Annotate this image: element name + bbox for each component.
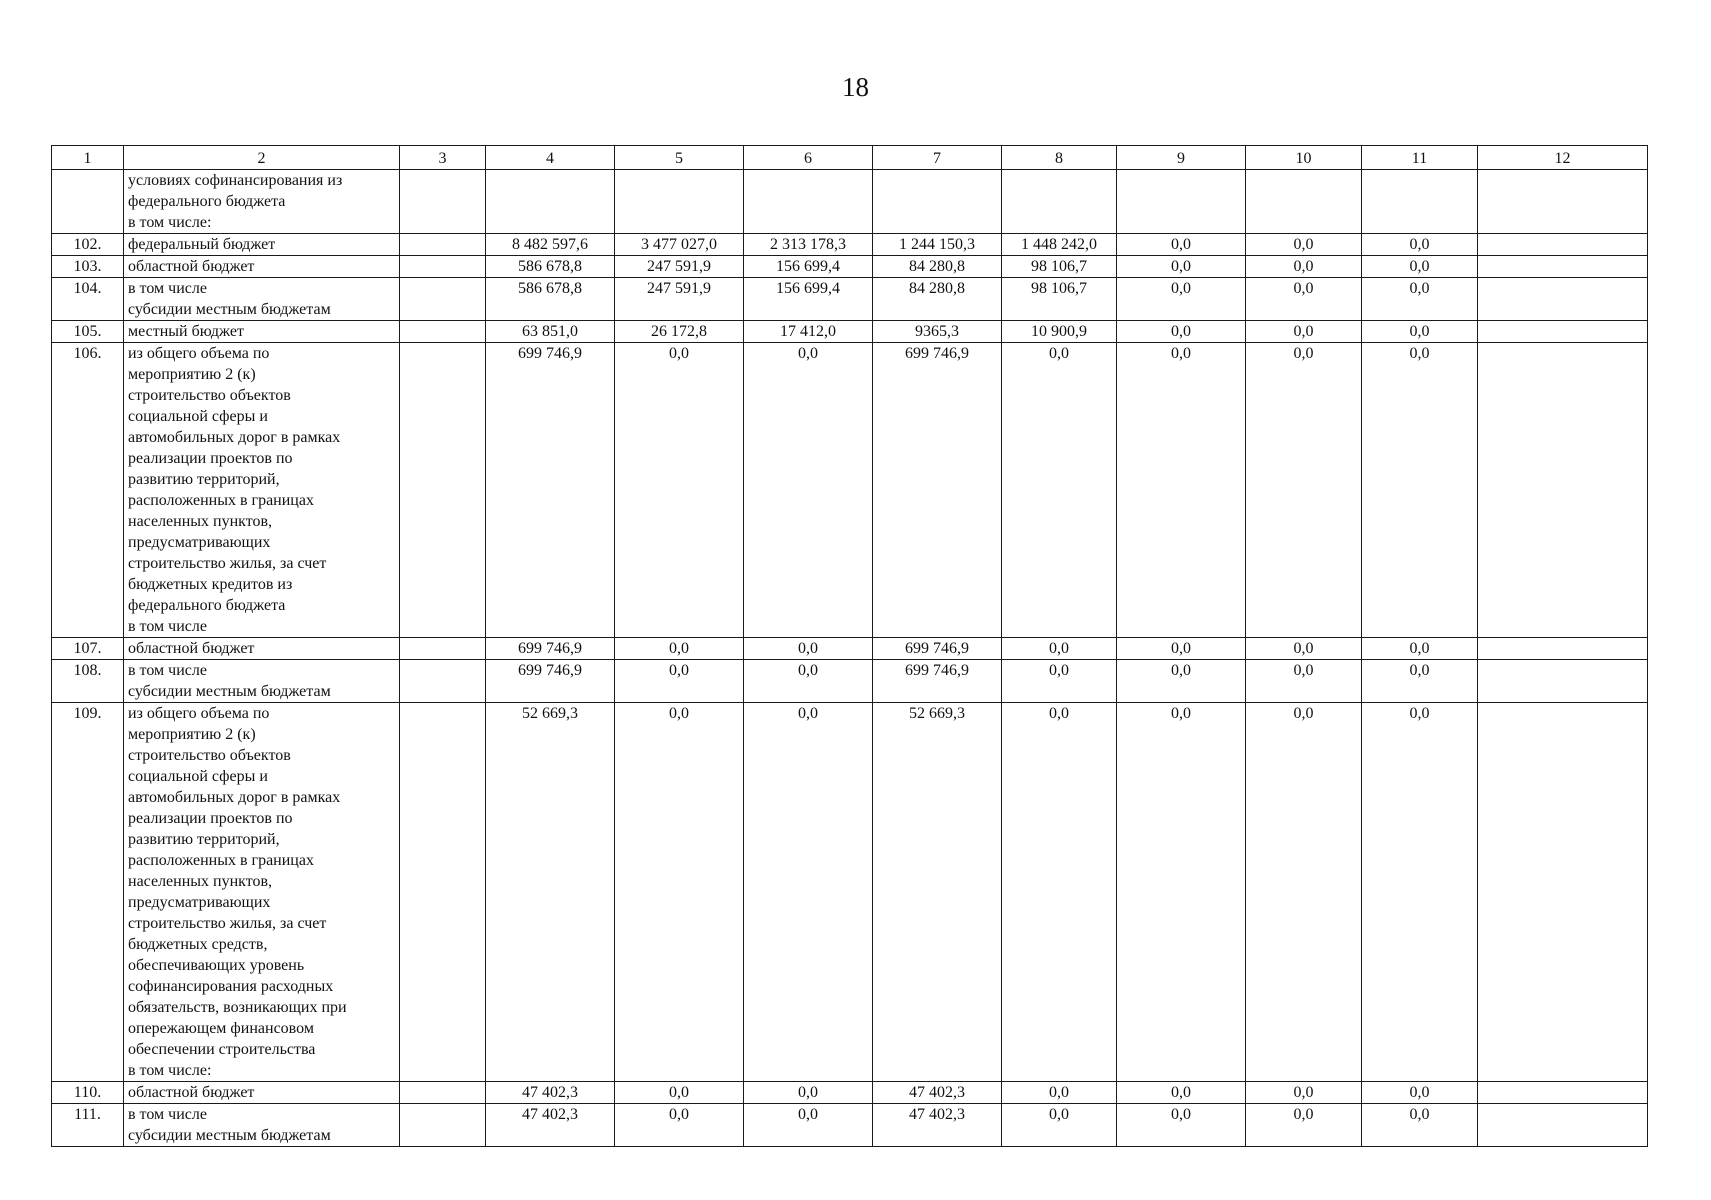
- column-4-cell: 47 402,3: [486, 1082, 615, 1104]
- column-12-cell: [1478, 343, 1648, 638]
- column-4-cell: [486, 170, 615, 234]
- column-9-cell: 0,0: [1117, 703, 1246, 1082]
- column-4-cell: 699 746,9: [486, 660, 615, 703]
- column-8-cell: 10 900,9: [1002, 321, 1117, 343]
- description-cell: в том числе субсидии местным бюджетам: [124, 278, 400, 321]
- row-number-cell: 111.: [52, 1104, 124, 1147]
- column-3-cell: [400, 278, 486, 321]
- column-10-cell: [1246, 170, 1362, 234]
- column-12-cell: [1478, 1082, 1648, 1104]
- table-row: [52, 321, 1648, 343]
- column-3-cell: [400, 234, 486, 256]
- column-header: 6: [744, 146, 873, 170]
- column-11-cell: 0,0: [1362, 1082, 1478, 1104]
- column-8-cell: 0,0: [1002, 1104, 1117, 1147]
- column-10-cell: 0,0: [1246, 278, 1362, 321]
- column-5-cell: 3 477 027,0: [615, 234, 744, 256]
- column-11-cell: 0,0: [1362, 321, 1478, 343]
- column-4-cell: 52 669,3: [486, 703, 615, 1082]
- column-7-cell: [873, 170, 1002, 234]
- column-10-cell: 0,0: [1246, 703, 1362, 1082]
- column-7-cell: 1 244 150,3: [873, 234, 1002, 256]
- column-5-cell: [615, 170, 744, 234]
- column-10-cell: 0,0: [1246, 321, 1362, 343]
- table-row: [52, 1082, 1648, 1104]
- column-3-cell: [400, 1104, 486, 1147]
- column-header: 9: [1117, 146, 1246, 170]
- column-8-cell: 0,0: [1002, 638, 1117, 660]
- column-12-cell: [1478, 234, 1648, 256]
- column-11-cell: 0,0: [1362, 638, 1478, 660]
- column-11-cell: 0,0: [1362, 343, 1478, 638]
- row-number-cell: 103.: [52, 256, 124, 278]
- column-3-cell: [400, 343, 486, 638]
- column-10-cell: 0,0: [1246, 343, 1362, 638]
- column-12-cell: [1478, 170, 1648, 234]
- column-7-cell: 52 669,3: [873, 703, 1002, 1082]
- column-7-cell: 699 746,9: [873, 660, 1002, 703]
- column-3-cell: [400, 638, 486, 660]
- column-header: 5: [615, 146, 744, 170]
- column-11-cell: [1362, 170, 1478, 234]
- column-3-cell: [400, 256, 486, 278]
- column-5-cell: 0,0: [615, 660, 744, 703]
- column-9-cell: 0,0: [1117, 638, 1246, 660]
- column-11-cell: 0,0: [1362, 256, 1478, 278]
- column-11-cell: 0,0: [1362, 1104, 1478, 1147]
- column-9-cell: 0,0: [1117, 343, 1246, 638]
- column-9-cell: 0,0: [1117, 1082, 1246, 1104]
- row-number-cell: 109.: [52, 703, 124, 1082]
- column-6-cell: 0,0: [744, 703, 873, 1082]
- column-11-cell: 0,0: [1362, 234, 1478, 256]
- column-11-cell: 0,0: [1362, 278, 1478, 321]
- column-12-cell: [1478, 256, 1648, 278]
- table-row: [52, 170, 1648, 234]
- column-4-cell: 8 482 597,6: [486, 234, 615, 256]
- description-cell: областной бюджет: [124, 256, 400, 278]
- column-6-cell: 0,0: [744, 660, 873, 703]
- description-cell: областной бюджет: [124, 638, 400, 660]
- table-row: [52, 256, 1648, 278]
- description-cell: из общего объема по мероприятию 2 (к) строительство объектов социальной сферы и автомобильных дорог в рамках реализации проектов по развитию территорий, расположенных в границах населенных пунктов, предусматривающих строительство жилья, за счет бюджетных кредитов из федерального бюджета в том числе: [124, 343, 400, 638]
- description-cell: в том числе субсидии местным бюджетам: [124, 1104, 400, 1147]
- column-5-cell: 0,0: [615, 703, 744, 1082]
- column-8-cell: 0,0: [1002, 703, 1117, 1082]
- column-header: 10: [1246, 146, 1362, 170]
- column-6-cell: 2 313 178,3: [744, 234, 873, 256]
- column-4-cell: 586 678,8: [486, 278, 615, 321]
- column-12-cell: [1478, 703, 1648, 1082]
- column-5-cell: 0,0: [615, 1104, 744, 1147]
- column-8-cell: 98 106,7: [1002, 256, 1117, 278]
- description-cell: в том числе субсидии местным бюджетам: [124, 660, 400, 703]
- column-7-cell: 699 746,9: [873, 638, 1002, 660]
- table-body: [52, 146, 1648, 1147]
- column-4-cell: 699 746,9: [486, 343, 615, 638]
- row-number-cell: 110.: [52, 1082, 124, 1104]
- column-12-cell: [1478, 321, 1648, 343]
- column-9-cell: 0,0: [1117, 234, 1246, 256]
- column-10-cell: 0,0: [1246, 256, 1362, 278]
- description-cell: условиях софинансирования из федерального бюджета в том числе:: [124, 170, 400, 234]
- column-header: 12: [1478, 146, 1648, 170]
- description-cell: местный бюджет: [124, 321, 400, 343]
- column-5-cell: 26 172,8: [615, 321, 744, 343]
- column-9-cell: 0,0: [1117, 321, 1246, 343]
- row-number-cell: 105.: [52, 321, 124, 343]
- column-8-cell: 0,0: [1002, 1082, 1117, 1104]
- page-number: 18: [842, 72, 869, 102]
- column-9-cell: [1117, 170, 1246, 234]
- column-3-cell: [400, 660, 486, 703]
- column-4-cell: 63 851,0: [486, 321, 615, 343]
- column-header: 4: [486, 146, 615, 170]
- description-cell: областной бюджет: [124, 1082, 400, 1104]
- column-4-cell: 699 746,9: [486, 638, 615, 660]
- column-8-cell: 0,0: [1002, 660, 1117, 703]
- column-6-cell: 0,0: [744, 1104, 873, 1147]
- row-number-cell: [52, 170, 124, 234]
- row-number-cell: 104.: [52, 278, 124, 321]
- row-number-cell: 107.: [52, 638, 124, 660]
- column-10-cell: 0,0: [1246, 660, 1362, 703]
- column-5-cell: 0,0: [615, 638, 744, 660]
- column-12-cell: [1478, 278, 1648, 321]
- column-6-cell: 0,0: [744, 638, 873, 660]
- column-4-cell: 47 402,3: [486, 1104, 615, 1147]
- column-5-cell: 0,0: [615, 1082, 744, 1104]
- column-8-cell: [1002, 170, 1117, 234]
- column-9-cell: 0,0: [1117, 278, 1246, 321]
- column-header: 8: [1002, 146, 1117, 170]
- column-header: 11: [1362, 146, 1478, 170]
- column-3-cell: [400, 1082, 486, 1104]
- column-7-cell: 699 746,9: [873, 343, 1002, 638]
- column-9-cell: 0,0: [1117, 1104, 1246, 1147]
- column-8-cell: 0,0: [1002, 343, 1117, 638]
- description-cell: из общего объема по мероприятию 2 (к) строительство объектов социальной сферы и автомобильных дорог в рамках реализации проектов по развитию территорий, расположенных в границах населенных пунктов, предусматривающих строительство жилья, за счет бюджетных средств, обеспечивающих уровень софинансирования расходных обязательств, возникающих при опережающем финансовом обеспечении строительства в том числе:: [124, 703, 400, 1082]
- column-6-cell: 17 412,0: [744, 321, 873, 343]
- column-7-cell: 47 402,3: [873, 1104, 1002, 1147]
- table-row: [52, 278, 1648, 321]
- table-row: [52, 703, 1648, 1082]
- row-number-cell: 108.: [52, 660, 124, 703]
- column-8-cell: 98 106,7: [1002, 278, 1117, 321]
- column-6-cell: 156 699,4: [744, 278, 873, 321]
- budget-table: [51, 145, 1648, 1147]
- column-5-cell: 0,0: [615, 343, 744, 638]
- description-cell: федеральный бюджет: [124, 234, 400, 256]
- column-10-cell: 0,0: [1246, 638, 1362, 660]
- column-11-cell: 0,0: [1362, 703, 1478, 1082]
- column-8-cell: 1 448 242,0: [1002, 234, 1117, 256]
- column-header: 2: [124, 146, 400, 170]
- column-7-cell: 84 280,8: [873, 278, 1002, 321]
- row-number-cell: 106.: [52, 343, 124, 638]
- column-header: 3: [400, 146, 486, 170]
- table-row: [52, 1104, 1648, 1147]
- column-12-cell: [1478, 638, 1648, 660]
- column-10-cell: 0,0: [1246, 1104, 1362, 1147]
- column-9-cell: 0,0: [1117, 256, 1246, 278]
- table-row: [52, 343, 1648, 638]
- table-row: [52, 234, 1648, 256]
- column-3-cell: [400, 170, 486, 234]
- column-11-cell: 0,0: [1362, 660, 1478, 703]
- column-5-cell: 247 591,9: [615, 278, 744, 321]
- column-header: 1: [52, 146, 124, 170]
- column-7-cell: 84 280,8: [873, 256, 1002, 278]
- column-6-cell: 0,0: [744, 1082, 873, 1104]
- row-number-cell: 102.: [52, 234, 124, 256]
- header-row: [52, 146, 1648, 170]
- column-9-cell: 0,0: [1117, 660, 1246, 703]
- column-6-cell: 156 699,4: [744, 256, 873, 278]
- column-12-cell: [1478, 660, 1648, 703]
- column-5-cell: 247 591,9: [615, 256, 744, 278]
- column-7-cell: 9365,3: [873, 321, 1002, 343]
- column-10-cell: 0,0: [1246, 234, 1362, 256]
- column-6-cell: [744, 170, 873, 234]
- column-3-cell: [400, 321, 486, 343]
- column-4-cell: 586 678,8: [486, 256, 615, 278]
- column-3-cell: [400, 703, 486, 1082]
- table-row: [52, 660, 1648, 703]
- column-12-cell: [1478, 1104, 1648, 1147]
- table-row: [52, 638, 1648, 660]
- column-header: 7: [873, 146, 1002, 170]
- column-6-cell: 0,0: [744, 343, 873, 638]
- column-10-cell: 0,0: [1246, 1082, 1362, 1104]
- column-7-cell: 47 402,3: [873, 1082, 1002, 1104]
